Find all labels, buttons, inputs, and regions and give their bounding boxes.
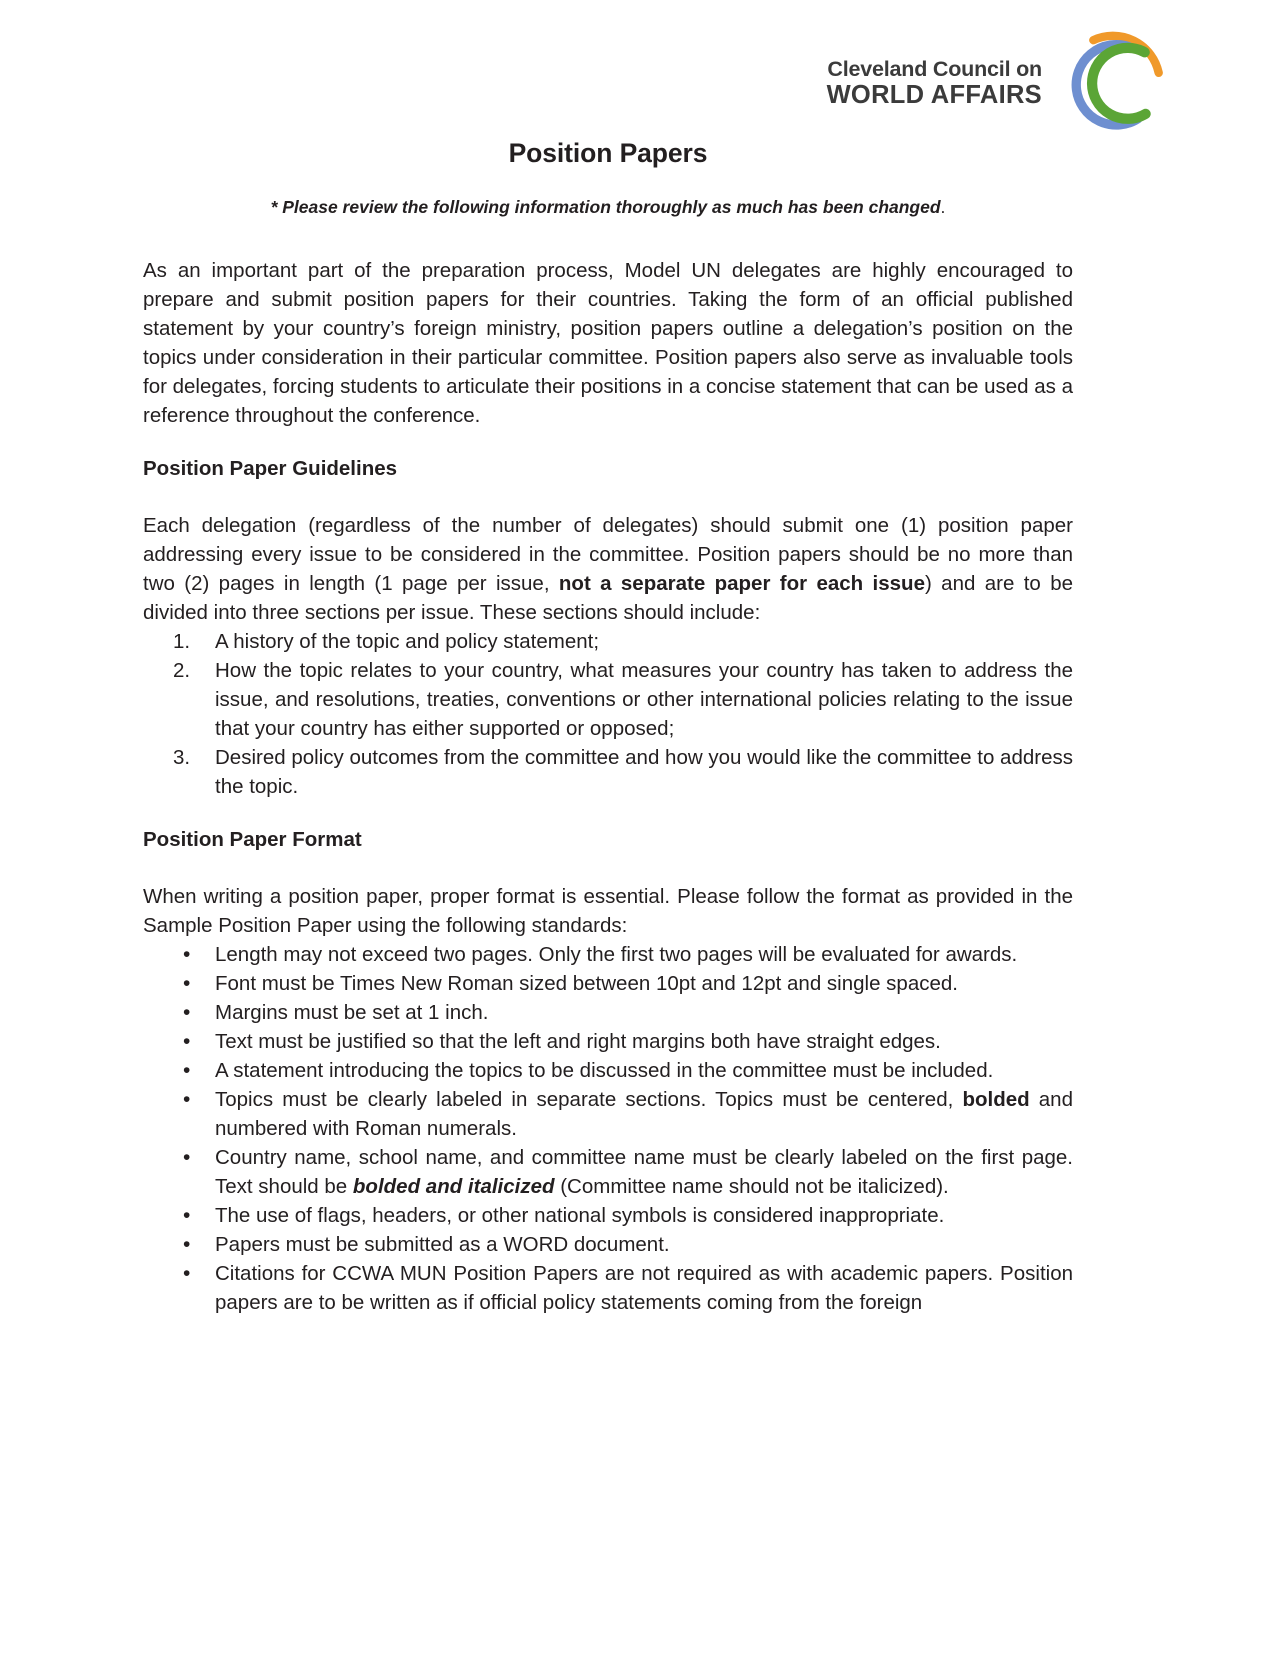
bullet-icon: •: [183, 972, 191, 995]
list-item: [143, 743, 1073, 801]
subtitle-text: * Please review the following information thoroughly as much has been changed: [270, 197, 941, 217]
bullet-icon: •: [183, 1030, 191, 1053]
list-item-text-part1: Topics must be clearly labeled in separate sections. Topics must be centered,: [215, 1088, 963, 1111]
list-item: [143, 1259, 1073, 1317]
section-heading-guidelines: Position Paper Guidelines: [143, 457, 398, 480]
list-item: [143, 656, 1073, 743]
guidelines-numbered-list: [143, 627, 1073, 801]
bullet-icon: •: [183, 1233, 191, 1256]
logo-wordmark-line1: Cleveland Council on: [827, 56, 1042, 81]
organization-logo: [827, 28, 1168, 140]
bullet-icon: •: [183, 943, 191, 966]
subtitle-period: .: [940, 197, 946, 217]
document-subtitle: [143, 197, 1073, 218]
bullet-icon: •: [183, 1204, 191, 1227]
list-item-number: 3.: [173, 746, 191, 769]
format-bullet-list: [143, 940, 1073, 1317]
list-item-text-bold: bolded: [962, 1088, 1030, 1111]
logo-wordmark-line2: WORLD AFFAIRS: [826, 80, 1042, 109]
list-item-text: Citations for CCWA MUN Position Papers are not required as with academic papers. Position papers are to be written as if official policy statements coming from the foreign: [215, 1262, 1073, 1314]
list-item-number: 1.: [173, 630, 191, 653]
list-item-number: 2.: [173, 659, 191, 682]
list-item-text: Font must be Times New Roman sized between 10pt and 12pt and single spaced.: [215, 972, 958, 995]
list-item-text: Text must be justified so that the left and right margins both have straight edges.: [215, 1030, 941, 1053]
logo-wordmark: [827, 57, 1042, 112]
bullet-icon: •: [183, 1262, 191, 1285]
list-item: [143, 1230, 1073, 1259]
intro-paragraph: As an important part of the preparation process, Model UN delegates are highly encouraged to prepare and submit position papers for their countries. Taking the form of an official published statement by your country’s foreign ministry, position papers outline a delegation’s position on the topics under consideration in their particular committee. Position papers also serve as invaluable tools for delegates, forcing students to articulate their positions in a concise statement that can be used as a reference throughout the conference.: [143, 259, 1073, 427]
list-item-text-bold-italic: bolded and italicized: [352, 1175, 555, 1198]
list-item: [143, 998, 1073, 1027]
list-item: [143, 1027, 1073, 1056]
document-content: [143, 138, 1073, 1317]
section-heading-format: Position Paper Format: [143, 828, 362, 851]
list-item: [143, 1085, 1073, 1143]
list-item-text: Margins must be set at 1 inch.: [215, 1001, 489, 1024]
list-item-text-part2: (Committee name should not be italicized).: [554, 1175, 949, 1198]
guidelines-paragraph: [143, 511, 1073, 627]
list-item-text-part1: Country name, school name, and committee name must be clearly labeled on the first page. Text should be: [215, 1146, 1073, 1198]
guidelines-paragraph-part1: Each delegation (regardless of the number of delegates) should submit one (1) position paper addressing every issue to be considered in the committee. Position papers should be no more than two (2) pages in length (1 page per issue,: [143, 514, 1073, 595]
list-item-text: Length may not exceed two pages. Only the first two pages will be evaluated for awards.: [215, 943, 1018, 966]
list-item: [143, 1143, 1073, 1201]
format-paragraph: When writing a position paper, proper format is essential. Please follow the format as provided in the Sample Position Paper using the following standards:: [143, 885, 1073, 937]
list-item: [143, 1056, 1073, 1085]
list-item: [143, 940, 1073, 969]
list-item-text: How the topic relates to your country, what measures your country has taken to address the issue, and resolutions, treaties, conventions or other international policies relating to the issue that your country has either supported or opposed;: [215, 659, 1073, 740]
guidelines-paragraph-part2: ) and are to be divided into three sections per issue. These sections should include:: [143, 572, 1073, 624]
page-title: Position Papers: [508, 138, 708, 168]
ccwa-circle-logo-icon: [1056, 28, 1168, 140]
list-item: [143, 627, 1073, 656]
list-item: [143, 1201, 1073, 1230]
guidelines-paragraph-bold: not a separate paper for each issue: [558, 572, 925, 595]
bullet-icon: •: [183, 1088, 191, 1111]
bullet-icon: •: [183, 1146, 191, 1169]
list-item-text: Desired policy outcomes from the committee and how you would like the committee to address the topic.: [215, 746, 1073, 798]
list-item-text: A history of the topic and policy statement;: [215, 630, 600, 653]
bullet-icon: •: [183, 1059, 191, 1082]
list-item-text: A statement introducing the topics to be discussed in the committee must be included.: [215, 1059, 994, 1082]
list-item-text: Papers must be submitted as a WORD document.: [215, 1233, 670, 1256]
list-item: [143, 969, 1073, 998]
bullet-icon: •: [183, 1001, 191, 1024]
list-item-text: The use of flags, headers, or other national symbols is considered inappropriate.: [215, 1204, 945, 1227]
list-item-text-part2: and numbered with Roman numerals.: [215, 1088, 1073, 1140]
